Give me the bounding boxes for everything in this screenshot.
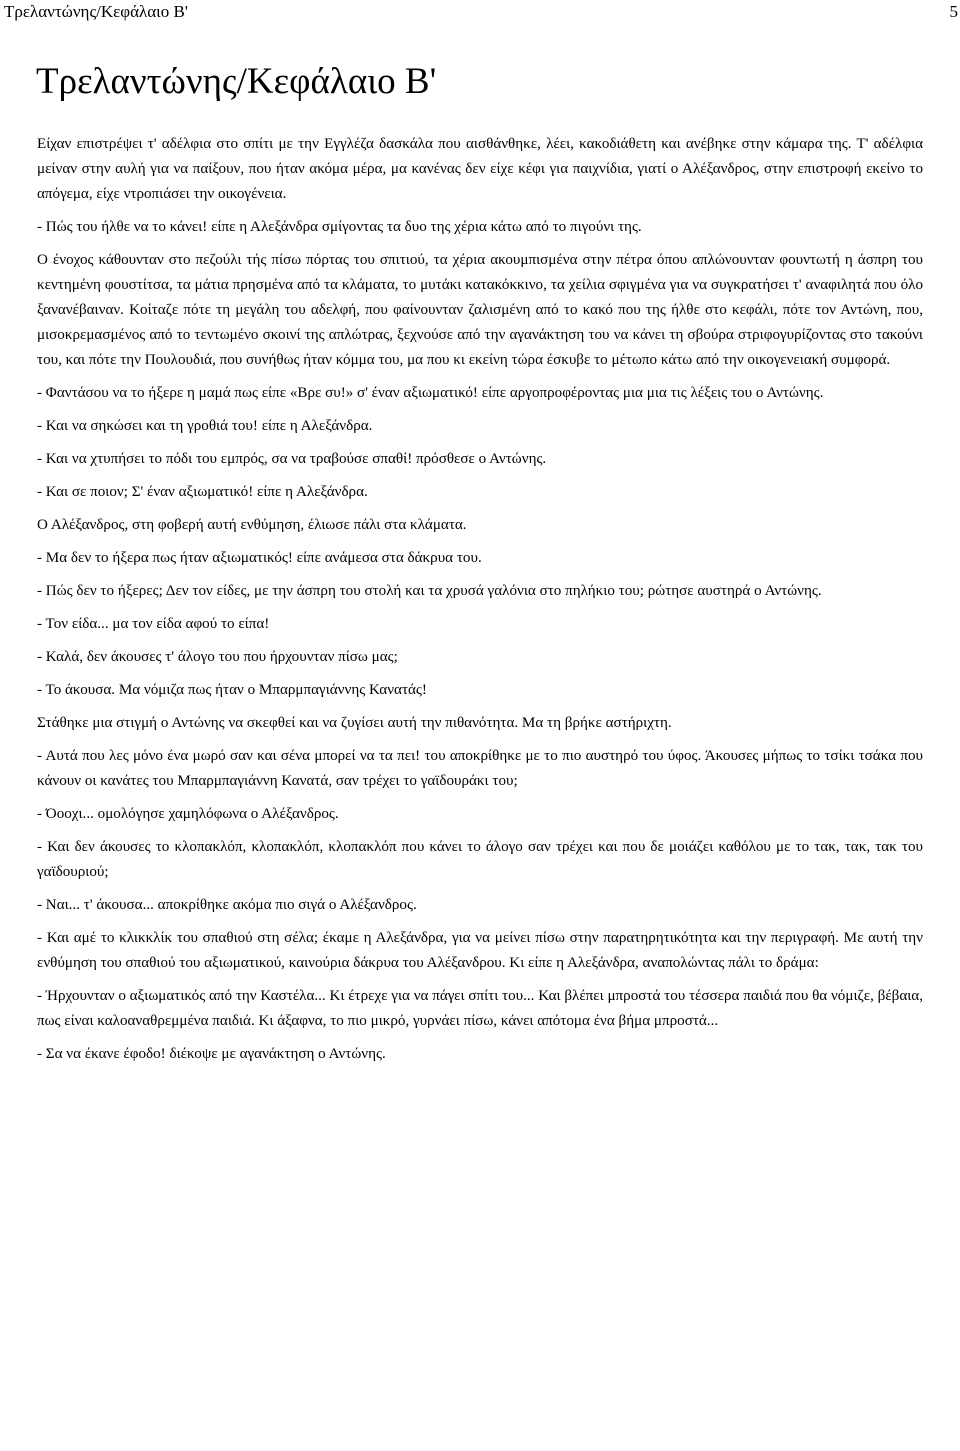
running-title: Τρελαντώνης/Κεφάλαιο Β' (4, 2, 188, 21)
paragraph: - Μα δεν το ήξερα πως ήταν αξιωματικός! είπε ανάμεσα στα δάκρυα του. (37, 550, 482, 566)
page-number: 5 (949, 2, 958, 21)
paragraph: - Και σε ποιον; Σ' έναν αξιωματικό! είπε η Αλεξάνδρα. (37, 484, 368, 500)
running-header (0, 0, 960, 30)
paragraph: - Σα να έκανε έφοδο! διέκοψε με αγανάκτηση ο Αντώνης. (37, 1046, 386, 1062)
paragraph: - Πώς δεν το ήξερες; Δεν τον είδες, με την άσπρη του στολή και τα χρυσά γαλόνια στο πηλήκιο του; ρώτησε αυστηρά ο Αντώνης. (37, 583, 822, 599)
paragraph: - Όοοχι... ομολόγησε χαμηλόφωνα ο Αλέξανδρος. (37, 806, 339, 822)
paragraph: - Αυτά που λες μόνο ένα μωρό σαν και σένα μπορεί να τα πει! του αποκρίθηκε με το πιο αυστηρό του ύφος. Άκουσες μήπως το τσίκι τσάκα που κάνουν οι κανάτες του Μπαρμπαγιάννη Κανατά, σαν τρέχει το γαϊδουράκι του; (37, 748, 923, 789)
paragraph: - Και αμέ το κλικκλίκ του σπαθιού στη σέλα; έκαμε η Αλεξάνδρα, για να μείνει πίσω στην παρατηρητικότητα και την περιγραφή. Με αυτή την ενθύμηση του σπαθιού του αξιωματικού, καινούρια δάκρυα του Αλέξανδρου. Κι είπε η Αλεξάνδρα, αναπολώντας πάλι το δράμα: (37, 930, 923, 971)
chapter-body (37, 132, 923, 1075)
paragraph: - Πώς του ήλθε να το κάνει! είπε η Αλεξάνδρα σμίγοντας τα δυο της χέρια κάτω από το πιγούνι της. (37, 219, 642, 235)
paragraph: Είχαν επιστρέψει τ' αδέλφια στο σπίτι με την Εγγλέζα δασκάλα που αισθάνθηκε, λέει, κακοδιάθετη και ανέβηκε στην κάμαρα της. Τ' αδέλφια μείναν στην αυλή για να παίξουν, που ήταν ακόμα μέρα, μα κανένας δεν είχε κέφι για παιχνίδια, γιατί ο Αλέξανδρος, στην επιστροφή εκείνο το απόγεμα, είχε ντροπιάσει την οικογένεια. (37, 136, 923, 202)
paragraph: Ο Αλέξανδρος, στη φοβερή αυτή ενθύμηση, έλιωσε πάλι στα κλάματα. (37, 517, 467, 533)
paragraph: - Τον είδα... μα τον είδα αφού το είπα! (37, 616, 270, 632)
paragraph: - Καλά, δεν άκουσες τ' άλογο του που ήρχουνταν πίσω μας; (37, 649, 398, 665)
paragraph: Στάθηκε μια στιγμή ο Αντώνης να σκεφθεί και να ζυγίσει αυτή την πιθανότητα. Μα τη βρήκε αστήριχτη. (37, 715, 672, 731)
paragraph: Ο ένοχος κάθουνταν στο πεζούλι τής πίσω πόρτας του σπιτιού, τα χέρια ακουμπισμένα στην πέτρα όπου απλώνουνταν φουντωτή η άσπρη του κεντημένη φουστίτσα, τα μάτια πρησμένα από τα κλάματα, το μυτάκι κατακόκκινο, τα χείλια σφιγμένα για να συγκρατήσει τ' αναφιλητά που όλο ξανανέβαιναν. Κοίταζε πότε τη μεγάλη του αδελφή, που φαίνουνταν ζαλισμένη από το κακό που της ήλθε στο κεφάλι, πότε τον Αντώνη, που, μισοκρεμασμένος από το τεντωμένο σκοινί της απλώτρας, ξεχνούσε από την αγανάκτηση του να κάνει τη σβούρα στριφογυρίζοντας στο τακούνι του, και πότε την Πουλουδιά, που συνήθως ήταν κόμμα του, μα που κι εκείνη τώρα έσκυβε το μέτωπο κάτω από την οικογενειακή συμφορά. (37, 252, 923, 368)
paragraph: - Και δεν άκουσες το κλοπακλόπ, κλοπακλόπ, κλοπακλόπ που κάνει το άλογο σαν τρέχει και που δε μοιάζει καθόλου με το τακ, τακ, τακ του γαϊδουριού; (37, 839, 923, 880)
paragraph: - Ήρχουνταν ο αξιωματικός από την Καστέλα... Κι έτρεχε για να πάγει σπίτι του... Και βλέπει μπροστά του τέσσερα παιδιά που θα νόμιζε, βέβαια, πως είναι καλοαναθρεμμένα παιδιά. Κι άξαφνα, το πιο μικρό, γυρνάει πίσω, κάνει απότομα ένα βήμα μπροστά... (37, 988, 923, 1029)
paragraph: - Ναι... τ' άκουσα... αποκρίθηκε ακόμα πιο σιγά ο Αλέξανδρος. (37, 897, 417, 913)
paragraph: - Και να σηκώσει και τη γροθιά του! είπε η Αλεξάνδρα. (37, 418, 373, 434)
paragraph: - Το άκουσα. Μα νόμιζα πως ήταν ο Μπαρμπαγιάννης Κανατάς! (37, 682, 427, 698)
paragraph: - Και να χτυπήσει το πόδι του εμπρός, σα να τραβούσε σπαθί! πρόσθεσε ο Αντώνης. (37, 451, 547, 467)
paragraph: - Φαντάσου να το ήξερε η μαμά πως είπε «Βρε συ!» σ' έναν αξιωματικό! είπε αργοπροφέροντας μια μια τις λέξεις του ο Αντώνης. (37, 385, 824, 401)
chapter-title: Τρελαντώνης/Κεφάλαιο Β' (36, 61, 437, 102)
